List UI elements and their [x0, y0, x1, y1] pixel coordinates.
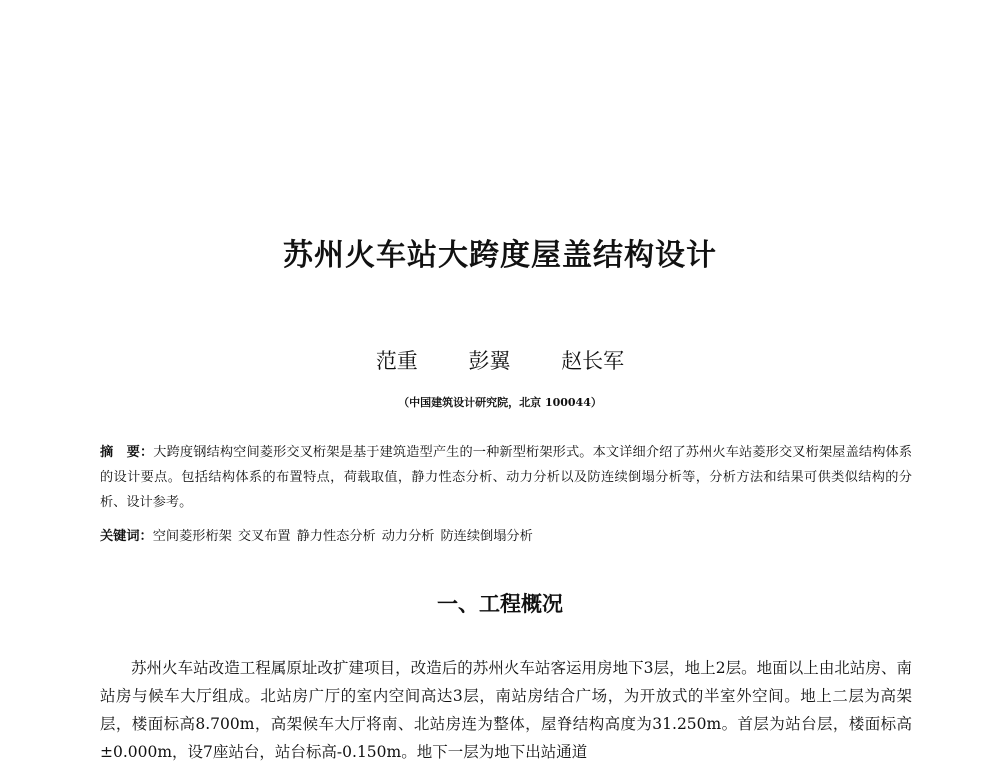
abstract: [100, 440, 912, 515]
author-affiliation: （中国建筑设计研究院，北京 100044）: [398, 396, 602, 409]
body-paragraph: 苏州火车站改造工程属原址改扩建项目，改造后的苏州火车站客运用房地下3层，地上2层。地面以上由北站房、南站房与候车大厅组成。北站房广厅的室内空间高达3层，南站房结合广场，为开放式的半室外空间。地上二层为高架层，楼面标高8.700m，高架候车大厅将南、北站房连为整体，屋脊结构高度为31.250m。首层为站台层，楼面标高±0.000m，设7座站台，站台标高-0.150m。地下一层为地下出站通道: [100, 659, 912, 761]
author-name: 范重: [375, 349, 418, 373]
author-list: [0, 345, 1000, 375]
keyword: 交叉布置: [237, 529, 291, 544]
keyword: 防连续倒塌分析: [440, 529, 533, 544]
abstract-text: 大跨度钢结构空间菱形交叉桁架是基于建筑造型产生的一种新型桁架形式。本文详细介绍了苏州火车站菱形交叉桁架屋盖结构体系的设计要点。包括结构体系的布置特点，荷载取值，静力性态分析、动力分析以及防连续倒塌分析等，分析方法和结果可供类似结构的分析、设计参考。: [100, 445, 913, 510]
paper-title: 苏州火车站大跨度屋盖结构设计: [283, 238, 717, 273]
keyword: 动力分析: [381, 529, 435, 544]
keywords: [100, 524, 912, 549]
keywords-label: 关键词：: [100, 529, 153, 544]
author-name: 赵长军: [561, 349, 625, 373]
section-heading: 一、工程概况: [437, 592, 563, 616]
keyword: 空间菱形桁架: [152, 529, 232, 544]
keyword: 静力性态分析: [296, 529, 376, 544]
abstract-label: 摘 要：: [100, 445, 154, 460]
author-name: 彭翼: [468, 349, 511, 373]
